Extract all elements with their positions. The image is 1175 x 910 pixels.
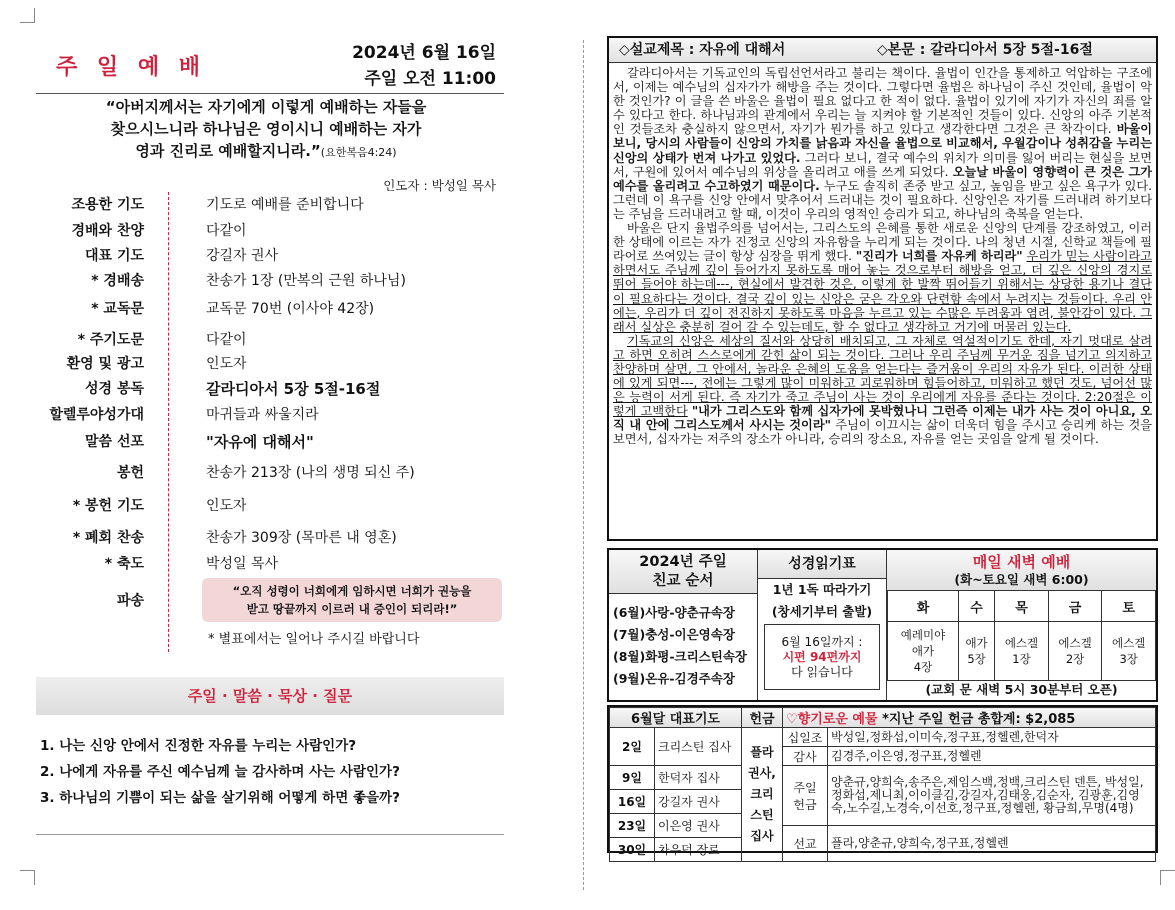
list-item: (8월)화평-크리스틴속장 — [613, 649, 747, 664]
fellowship-list — [613, 602, 747, 690]
sermon-text-ref: ◇본문 : 갈라디아서 5장 5절-16절 — [877, 42, 1093, 58]
fellowship-title: 2024년 주일 — [639, 554, 727, 570]
scripture-quote — [66, 96, 466, 164]
order-label: * 축도 — [104, 556, 144, 572]
passage-cell: 애가 5장 — [958, 622, 994, 681]
order-value: 다같이 — [206, 332, 247, 348]
dawn-table — [887, 590, 1156, 681]
day-cell: 금 — [1048, 591, 1102, 622]
sermon-text: 누구도 솔직히 존중 받고 싶고, 높임을 받고 싶은 욕구가 있다. 그런데 이 욕구를 신앙 안에서 맞추어서 드러내는 것이 필요하다. 신앙인은 자기를 드러내려 하기보다는 주님을 드러내려고 할 때, 이것이 우리의 영적인 승리가 되고, 하나님의 축복을 얻는다. — [613, 178, 1152, 221]
order-value: 찬송가 1장 (만복의 근원 하나님) — [206, 273, 406, 289]
order-label: 조용한 기도 — [71, 197, 144, 213]
sermon-emphasis: "진리가 너희를 자유케 하리라" — [855, 249, 1023, 264]
list-item: (9월)온유-김경주속장 — [613, 671, 735, 686]
order-row — [36, 353, 504, 378]
offering-category: 선교 — [783, 826, 828, 862]
order-value: 갈라디아서 5장 5절-16절 — [206, 380, 381, 398]
reading-line: (창세기부터 출발) — [771, 604, 873, 619]
day-cell: 목 — [995, 591, 1049, 622]
day-cell: 수 — [958, 591, 994, 622]
order-row — [36, 378, 504, 403]
sendoff-verse — [202, 578, 502, 622]
order-row — [36, 553, 504, 578]
offering-names: 양춘규,양희숙,송주은,제임스백,정백,크리스틴 덴튼, 박성일,정화섭,제니최,이이클김,강길자,김태웅,김순자, 김광훈,김영숙,노수길,노경숙,이선호,정구표,정헬렌, 황금희,무명(4명) — [828, 766, 1156, 826]
order-label: 파송 — [116, 593, 144, 609]
dawn-subtitle: (화~토요일 새벽 6:00) — [954, 572, 1089, 587]
sermon-text: 바울은 단지 율법주의를 넘어서는, 그리스도의 은혜를 통한 새로운 신앙의 단계를 강조하였고, 이러한 상태에 이르는 자가 진정코 신앙의 자유함을 누리게 되는 것이다. 나의 청년 시절, 신학교 책들에 필라어로 쓰여있는 글이 항상 심장을 뛰게 했다. — [613, 221, 1152, 264]
page-title: 주 일 예 배 — [56, 55, 206, 80]
order-row — [36, 404, 504, 429]
fellowship-schedule — [609, 550, 758, 700]
reflection-questions — [40, 736, 400, 814]
passage-cell: 에스겔 2장 — [1048, 622, 1102, 681]
question-item: 2. 나에게 자유를 주신 예수님께 늘 감사하며 사는 사람인가? — [40, 764, 400, 780]
passage-cell: 예레미야 애가 4장 — [888, 622, 959, 681]
order-label: * 교독문 — [91, 301, 144, 317]
order-row — [36, 270, 504, 295]
order-value: 찬송가 309장 (목마른 내 영혼) — [206, 530, 397, 546]
order-label: 성경 봉독 — [85, 381, 144, 397]
order-label: 경배와 찬양 — [71, 223, 144, 239]
stand-note: * 별표에서는 일어나 주시길 바랍니다 — [208, 632, 420, 647]
worship-order-page — [36, 30, 504, 850]
order-label: 봉헌 — [116, 465, 144, 481]
prayer-day: 9일 — [610, 766, 655, 790]
service-time: 주일 오전 11:00 — [364, 69, 496, 89]
table-row — [610, 728, 1156, 747]
sermon-emphasis: "내가 그리스도와 함께 십자가에 못박혔나니 그런즉 이제는 내가 사는 것이 아니요, 오직 내 안에 그리스도께서 사시는 것이라" — [613, 404, 1152, 433]
prayer-offering-table — [609, 707, 1156, 862]
sendoff-line: “오직 성령이 너희에게 임하시면 너희가 권능을 — [232, 584, 472, 598]
passage-cell: 에스겔 1장 — [995, 622, 1049, 681]
divider — [36, 834, 504, 835]
order-row — [36, 431, 504, 456]
offering-category: 주일 헌금 — [783, 766, 828, 826]
order-value: 인도자 — [206, 356, 247, 372]
order-value: 박성일 목사 — [206, 556, 279, 572]
sermon-text: 주님이 이끄시는 삶이 더욱더 힘을 주시고 승리케 하는 것을 보면서, 십자가는 저주의 장소가 아니라, 승리의 장소요, 자유를 얻는 곳임을 알게 될 것이다. — [613, 418, 1152, 447]
prayer-day: 23일 — [610, 814, 655, 838]
question-item: 3. 하나님의 기쁨이 되는 삶을 살기위해 어떻게 하면 좋을까? — [40, 790, 400, 806]
order-label: 환영 및 광고 — [66, 356, 144, 372]
prayer-header: 6월달 대표기도 — [610, 708, 742, 728]
offering-category: 감사 — [783, 747, 828, 766]
day-cell: 화 — [888, 591, 959, 622]
corner-mark — [1160, 870, 1175, 885]
order-label: 할렐루야성가대 — [49, 407, 144, 423]
order-value: 마귀들과 싸울지라 — [206, 407, 319, 423]
reading-target-line: 시편 94편까지 — [782, 650, 862, 664]
order-row — [36, 220, 504, 245]
order-value: 인도자 — [206, 498, 247, 514]
sermon-box — [607, 36, 1158, 541]
sermon-emphasis: 오늘날 바울이 영향력이 큰 것은 그가 예수를 올리려고 수고하였기 때문이다. — [613, 164, 1152, 193]
prayer-name: 차우덕 장로 — [655, 838, 742, 862]
sendoff-line: 받고 땅끝까지 이르러 내 증인이 되리라!” — [246, 602, 458, 616]
order-value: 교독문 70번 (이사야 42장) — [206, 301, 375, 317]
order-value: 기도로 예배를 준비합니다 — [206, 197, 364, 213]
dawn-title: 매일 새벽 예배 — [972, 553, 1071, 571]
offering-names: 플라,양춘규,양희숙,정구표,정헬렌 — [828, 826, 1156, 862]
bible-reading-plan — [758, 550, 887, 700]
reading-header: 성경읽기표 — [758, 550, 886, 579]
dawn-footer: (교회 문 새벽 5시 30분부터 오픈) — [925, 682, 1118, 697]
day-cell: 토 — [1102, 591, 1156, 622]
passage-cell: 에스겔 3장 — [1102, 622, 1156, 681]
offering-rotation: 플라 권사, 크리 스틴 집사 — [742, 728, 783, 862]
page-fold-line — [583, 40, 584, 890]
sermon-header — [609, 38, 1156, 63]
sermon-emphasis: 바울이 보니, 당시의 사람들이 신앙의 가치를 낡음과 자신을 율법으로 비교해서, 우월감이나 성취감을 누리는 신앙의 상태가 번져 나가고 있었다. — [613, 122, 1152, 165]
service-leader: 인도자 : 박성일 목사 — [383, 178, 496, 193]
quote-reference: (요한복음4:24) — [320, 146, 397, 159]
offering-names: 박성일,정화섭,이미숙,정구표,정헬렌,한덕자 — [828, 728, 1156, 747]
corner-mark — [20, 8, 35, 23]
order-label: * 폐회 찬송 — [72, 530, 144, 546]
quote-line: “아버지께서는 자기에게 이렇게 예배하는 자들을 — [105, 98, 427, 116]
offering-total: *지난 주일 헌금 총합계: $2,085 — [882, 712, 1076, 727]
sermon-text: 기독교의 신앙은 세상의 질서와 상당히 배치되고, 그 자체로 역설적이기도 한데, 자기 멋대로 살려고 하면 오히려 스스로에게 갇힌 삶이 되는 것이다. 그러나 우리 주님께 무거운 짐을 넘기고 의지하고 찬양하며 살면, 그 안에서, 놀라운 은혜의 도움을 얻는다는 즐거움이 우리의 자유가 된다. 이러한 상태에 있게 되면---, 전에는 그렇게 많이 미워하고 괴로워하며 힘들어하고, 미워하고 했던 것도, 넘어선 많은 능력이 서게 된다. 즉 자기가 죽고 주님이 사는 것이 우리에게 자유를 준다는 것이다. 2:20절은 이렇게 고백한다 — [613, 333, 1152, 419]
order-label: * 주기도문 — [77, 332, 144, 348]
offering-category: 십일조 — [783, 728, 828, 747]
offering-header: 헌금 — [742, 708, 783, 728]
sermon-body — [613, 66, 1152, 538]
prayer-name: 강길자 권사 — [655, 790, 742, 814]
table-header — [610, 708, 1156, 728]
table-row — [610, 766, 1156, 778]
order-row — [36, 329, 504, 354]
order-value: 찬송가 213장 (나의 생명 되신 주) — [206, 465, 415, 481]
fellowship-title: 친교 순서 — [652, 573, 714, 589]
prayer-name: 크리스틴 집사 — [655, 728, 742, 766]
order-row — [36, 194, 504, 219]
sermon-paragraph — [613, 66, 1152, 221]
reading-target — [764, 624, 880, 690]
prayer-day: 2일 — [610, 728, 655, 766]
prayer-offering-box — [607, 705, 1158, 857]
sermon-text: 그러다 보니, 결국 예수의 위치가 의미를 잃어 버리는 현실을 보면서, 구원에 있어서 예수님의 위상을 올리려고 애를 쓰게 되었다. — [613, 150, 1152, 179]
quote-line: 영과 진리로 예배할지니라.” — [135, 142, 321, 160]
offering-summary — [783, 708, 1156, 728]
list-item: (6월)사랑-양춘규속장 — [613, 605, 735, 620]
prayer-day: 16일 — [610, 790, 655, 814]
question-item: 1. 나는 신앙 안에서 진정한 자유를 누리는 사람인가? — [40, 738, 357, 754]
reading-target-line: 6월 16일까지 : — [781, 635, 863, 649]
divider — [36, 93, 504, 94]
fellowship-header — [609, 550, 757, 594]
schedule-panels — [607, 548, 1158, 702]
dawn-header — [887, 550, 1156, 591]
sermon-title: ◇설교제목 : 자유에 대해서 — [619, 42, 786, 58]
order-label: 말씀 선포 — [85, 434, 144, 450]
prayer-day: 30일 — [610, 838, 655, 862]
sermon-text: 우리가 믿는 사람이라고 하면서도 주님께 깊이 들어가지 못하도록 매어 놓는 것으로부터 해방을 얻고, 더 깊은 신앙의 경지로 뛰어 들어야 하는데---, 현실에서 발견한 것은, 이렇게 한 발짝 뛰어들기 위해서는 상당한 용기나 결단이 필요하다는 것이다. 결국 깊이 있는 신앙은 굳은 각오와 단련함 속에서 누려지는 것들이다. 우리 안에는, 우리가 더 깊이 전진하지 못하도록 마음을 누르고 있는 수많은 두려움과 염려, 불안감이 있다. 그래서 실상은 충분히 걸어 갈 수 있는데도, 할 수 없다고 생각하고 거기에 머물러 있는다. — [613, 249, 1152, 334]
order-label: * 봉헌 기도 — [72, 498, 144, 514]
order-value: 강길자 권사 — [206, 248, 279, 264]
corner-mark — [20, 870, 35, 885]
sermon-text: 갈라디아서는 기독교인의 독립선언서라고 불리는 책이다. 율법이 인간을 통제하고 억압하는 구조에서, 이제는 예수님의 십자가가 해방을 주는 것이다. 그렇다면 율법은 하나님이 주신 것인데, 율법이 악한 것인가? 이 글을 쓴 바울은 율법이 필요 없다고 한 적이 없다. 율법이 있기에 자기가 자신의 죄를 알 수 있다고 한다. 하나님과의 관계에서 우리는 늘 지켜야 할 기본적인 것들이 있다. 신앙의 아주 기본적인 것들조차 충실하지 않으면서, 자기가 뭔가를 하고 있다고 생각한다면 그것은 큰 착각이다. — [613, 66, 1152, 137]
prayer-name: 이은영 권사 — [655, 814, 742, 838]
order-row — [36, 495, 504, 520]
order-value: "자유에 대해서" — [206, 433, 314, 451]
order-row — [36, 245, 504, 270]
reading-target-line: 다 읽습니다 — [791, 665, 853, 679]
sermon-paragraph — [613, 334, 1152, 447]
sermon-paragraph — [613, 221, 1152, 334]
order-label: * 경배송 — [91, 273, 144, 289]
heart-icon: ♡향기로운 예물 — [786, 712, 878, 727]
prayer-name: 한덕자 집사 — [655, 766, 742, 790]
reading-line: 1년 1독 따라가기 — [772, 582, 872, 597]
list-item: (7월)충성-이은영속장 — [613, 627, 735, 642]
service-date: 2024년 6월 16일 — [352, 43, 496, 63]
order-row — [36, 527, 504, 552]
order-row — [36, 462, 504, 487]
offering-names: 김경주,이은영,정구표,정헬렌 — [828, 747, 1156, 766]
quote-line: 찾으시느니라 하나님은 영이시니 예배하는 자가 — [110, 120, 422, 138]
reflection-banner: 주일 · 말씀 · 묵상 · 질문 — [36, 677, 504, 715]
dawn-service — [887, 550, 1156, 700]
order-label: 대표 기도 — [85, 248, 144, 264]
order-value: 다같이 — [206, 223, 247, 239]
order-row — [36, 298, 504, 323]
